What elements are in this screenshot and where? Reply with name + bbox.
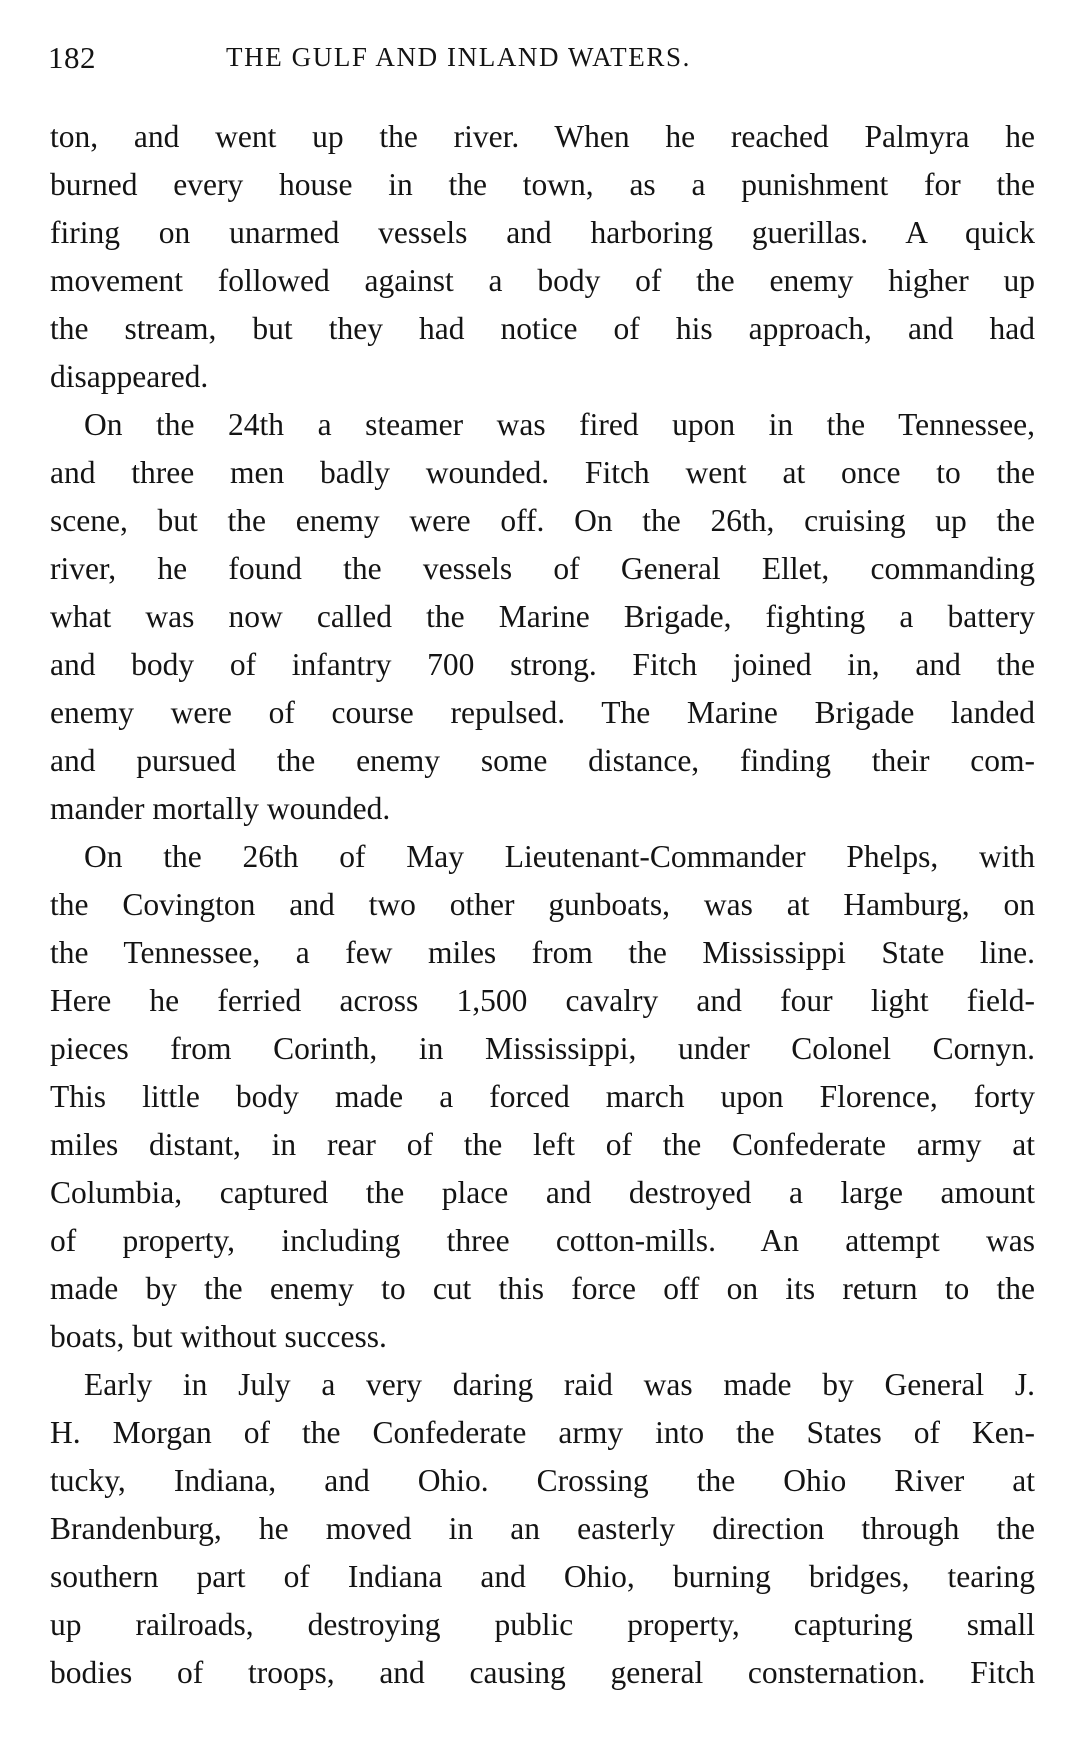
text-line: and body of infantry 700 strong. Fitch joined in, and the	[50, 647, 1035, 682]
text-line: the stream, but they had notice of his approach, and had	[50, 311, 1035, 346]
text-line: On the 26th of May Lieutenant-Commander Phelps, with	[84, 839, 1035, 874]
text-line: what was now called the Marine Brigade, fighting a battery	[50, 599, 1035, 634]
text-line: Columbia, captured the place and destroyed a large amount	[50, 1175, 1035, 1210]
text-line: and three men badly wounded. Fitch went at once to the	[50, 455, 1035, 490]
running-head	[48, 36, 1038, 76]
text-line: southern part of Indiana and Ohio, burning bridges, tearing	[50, 1559, 1035, 1594]
running-title: THE GULF AND INLAND WATERS.	[226, 42, 691, 72]
text-line: H. Morgan of the Confederate army into the States of Ken-	[50, 1415, 1035, 1450]
text-line: disappeared.	[50, 359, 209, 394]
paragraph-4	[50, 1361, 1035, 1697]
text-line: enemy were of course repulsed. The Marine Brigade landed	[50, 695, 1035, 730]
body-text	[50, 113, 1035, 1697]
paragraph-1	[50, 113, 1035, 401]
text-line: movement followed against a body of the enemy higher up	[50, 263, 1035, 298]
text-line: miles distant, in rear of the left of the Confederate army at	[50, 1127, 1035, 1162]
text-line: On the 24th a steamer was fired upon in the Tennessee,	[84, 407, 1035, 442]
text-line: pieces from Corinth, in Mississippi, under Colonel Cornyn.	[50, 1031, 1035, 1066]
text-line: firing on unarmed vessels and harboring guerillas. A quick	[50, 215, 1035, 250]
text-line: ton, and went up the river. When he reached Palmyra he	[50, 119, 1035, 154]
text-line: Brandenburg, he moved in an easterly direction through the	[50, 1511, 1035, 1546]
paragraph-3	[50, 833, 1035, 1361]
text-line: scene, but the enemy were off. On the 26th, cruising up the	[50, 503, 1035, 538]
text-line: river, he found the vessels of General Ellet, commanding	[50, 551, 1035, 586]
page-number: 182	[48, 40, 96, 75]
text-line: up railroads, destroying public property, capturing small	[50, 1607, 1035, 1642]
text-line: This little body made a forced march upon Florence, forty	[50, 1079, 1035, 1114]
text-line: bodies of troops, and causing general consternation. Fitch	[50, 1655, 1035, 1690]
text-line: burned every house in the town, as a punishment for the	[50, 167, 1035, 202]
text-line: tucky, Indiana, and Ohio. Crossing the Ohio River at	[50, 1463, 1035, 1498]
text-line: made by the enemy to cut this force off on its return to the	[50, 1271, 1035, 1306]
paragraph-2	[50, 401, 1035, 833]
text-line: boats, but without success.	[50, 1319, 387, 1354]
text-line: and pursued the enemy some distance, finding their com-	[50, 743, 1035, 778]
text-line: of property, including three cotton-mills. An attempt was	[50, 1223, 1035, 1258]
text-line: mander mortally wounded.	[50, 791, 391, 826]
text-line: the Tennessee, a few miles from the Mississippi State line.	[50, 935, 1035, 970]
text-line: the Covington and two other gunboats, was at Hamburg, on	[50, 887, 1035, 922]
text-line: Here he ferried across 1,500 cavalry and four light field-	[50, 983, 1035, 1018]
text-line: Early in July a very daring raid was made by General J.	[84, 1367, 1035, 1402]
